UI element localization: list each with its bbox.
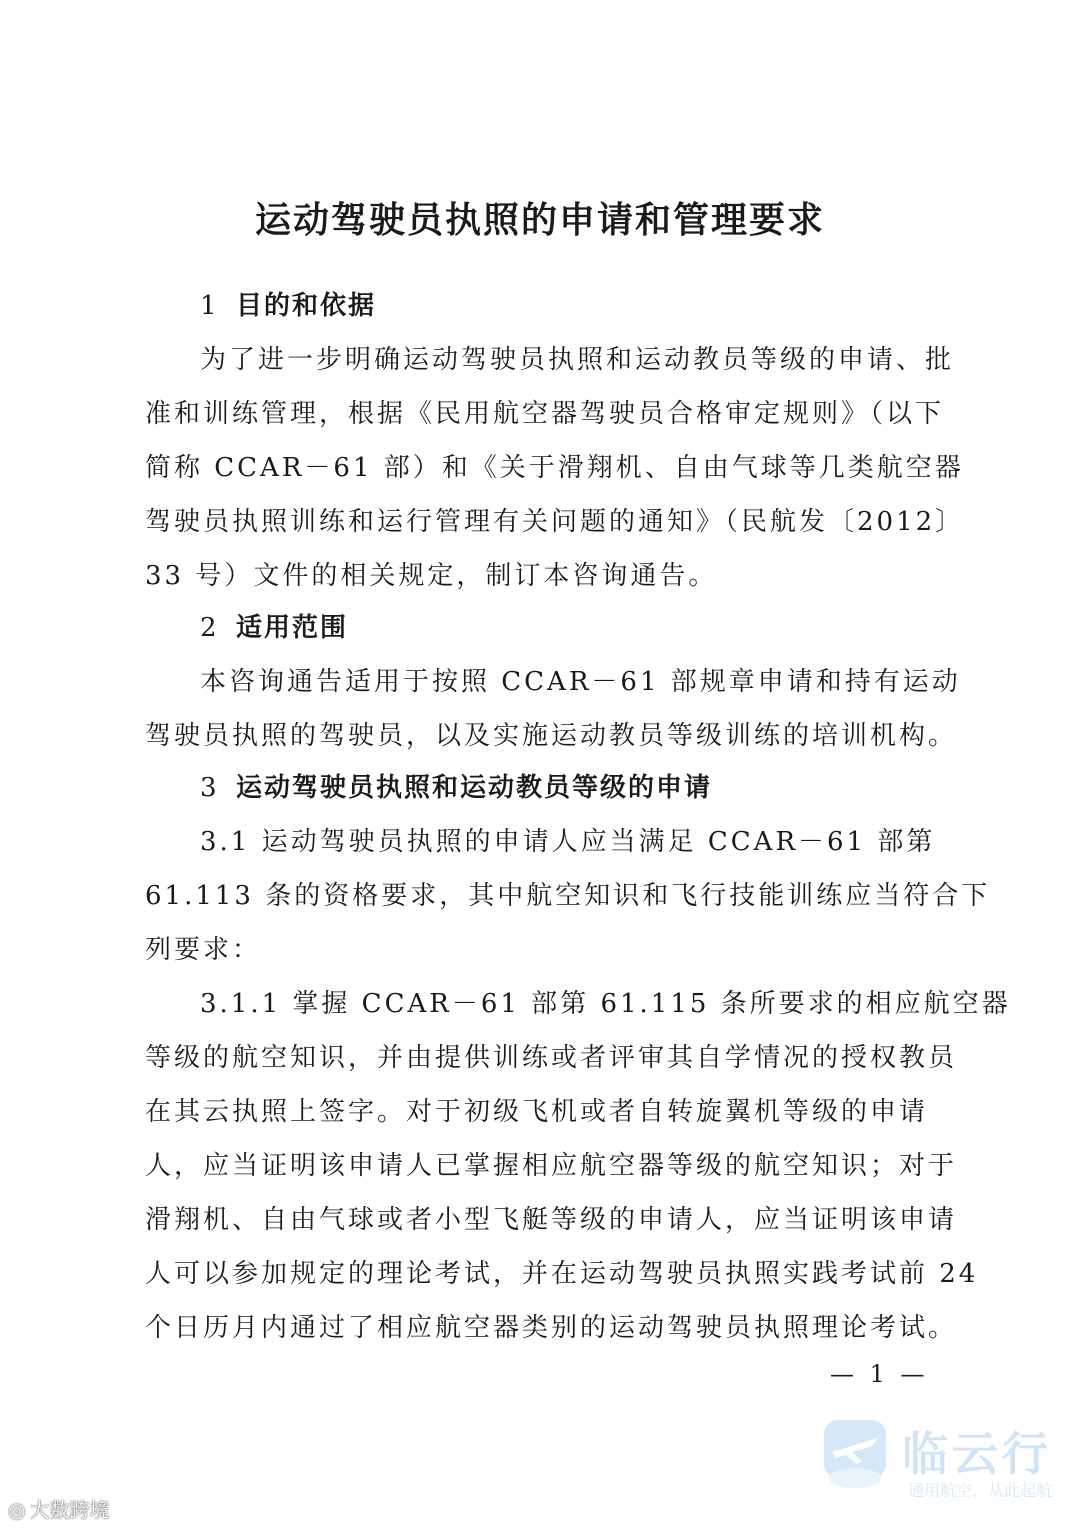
paragraph-line: 3.1 运动驾驶员执照的申请人应当满足 CCAR－61 部第	[200, 827, 936, 857]
section-heading-1	[200, 286, 945, 326]
paragraph-line: 驾驶员执照训练和运行管理有关问题的通知》（民航发〔2012〕	[145, 507, 965, 537]
paragraph-line: 为了进一步明确运动驾驶员执照和运动教员等级的申请、批	[200, 345, 955, 375]
source-watermark-text: 大数跨境	[29, 1498, 110, 1522]
paragraph-line: 列要求：	[145, 935, 262, 965]
paragraph-line: 个日历月内通过了相应航空器类别的运动驾驶员执照理论考试。	[145, 1313, 958, 1343]
section-number: 1	[200, 291, 219, 321]
weibo-icon: ◎	[8, 1498, 26, 1522]
brand-logo-text: 临云行	[902, 1427, 1052, 1481]
source-watermark	[8, 1494, 109, 1523]
paragraph-line: 驾驶员执照的驾驶员，以及实施运动教员等级训练的培训机构。	[145, 721, 958, 751]
section-title: 目的和依据	[236, 291, 377, 321]
section-heading-3	[200, 768, 945, 808]
paragraph-line: 33 号）文件的相关规定，制订本咨询通告。	[145, 561, 718, 591]
section-title: 适用范围	[236, 613, 349, 643]
paragraph-line: 61.113 条的资格要求，其中航空知识和飞行技能训练应当符合下	[145, 881, 991, 911]
section-number: 2	[200, 613, 219, 643]
section-title: 运动驾驶员执照和运动教员等级的申请	[236, 773, 713, 803]
paragraph-line: 在其云执照上签字。对于初级飞机或者自转旋翼机等级的申请	[145, 1097, 929, 1127]
paragraph-line: 3.1.1 掌握 CCAR－61 部第 61.115 条所要求的相应航空器	[200, 989, 1011, 1019]
paragraph-line: 等级的航空知识，并由提供训练或者评审其自学情况的授权教员	[145, 1043, 958, 1073]
paragraph-line: 滑翔机、自由气球或者小型飞艇等级的申请人，应当证明该申请	[145, 1205, 958, 1235]
paragraph-line: 准和训练管理，根据《民用航空器驾驶员合格审定规则》（以下	[145, 399, 945, 429]
paragraph-line: 人可以参加规定的理论考试，并在运动驾驶员执照实践考试前 24	[145, 1259, 979, 1289]
section-number: 3	[200, 773, 219, 803]
page-number: — 1 —	[830, 1360, 929, 1388]
document-title: 运动驾驶员执照的申请和管理要求	[254, 200, 825, 241]
section-heading-2	[200, 608, 945, 648]
paragraph-line: 人，应当证明该申请人已掌握相应航空器等级的航空知识；对于	[145, 1151, 958, 1181]
paragraph-line: 简称 CCAR－61 部）和《关于滑翔机、自由气球等几类航空器	[145, 453, 964, 483]
airplane-cloud-logo-icon	[822, 1418, 888, 1492]
paragraph-line: 本咨询通告适用于按照 CCAR－61 部规章申请和持有运动	[200, 667, 961, 697]
brand-slogan: 通用航空，从此起航	[908, 1481, 1053, 1500]
